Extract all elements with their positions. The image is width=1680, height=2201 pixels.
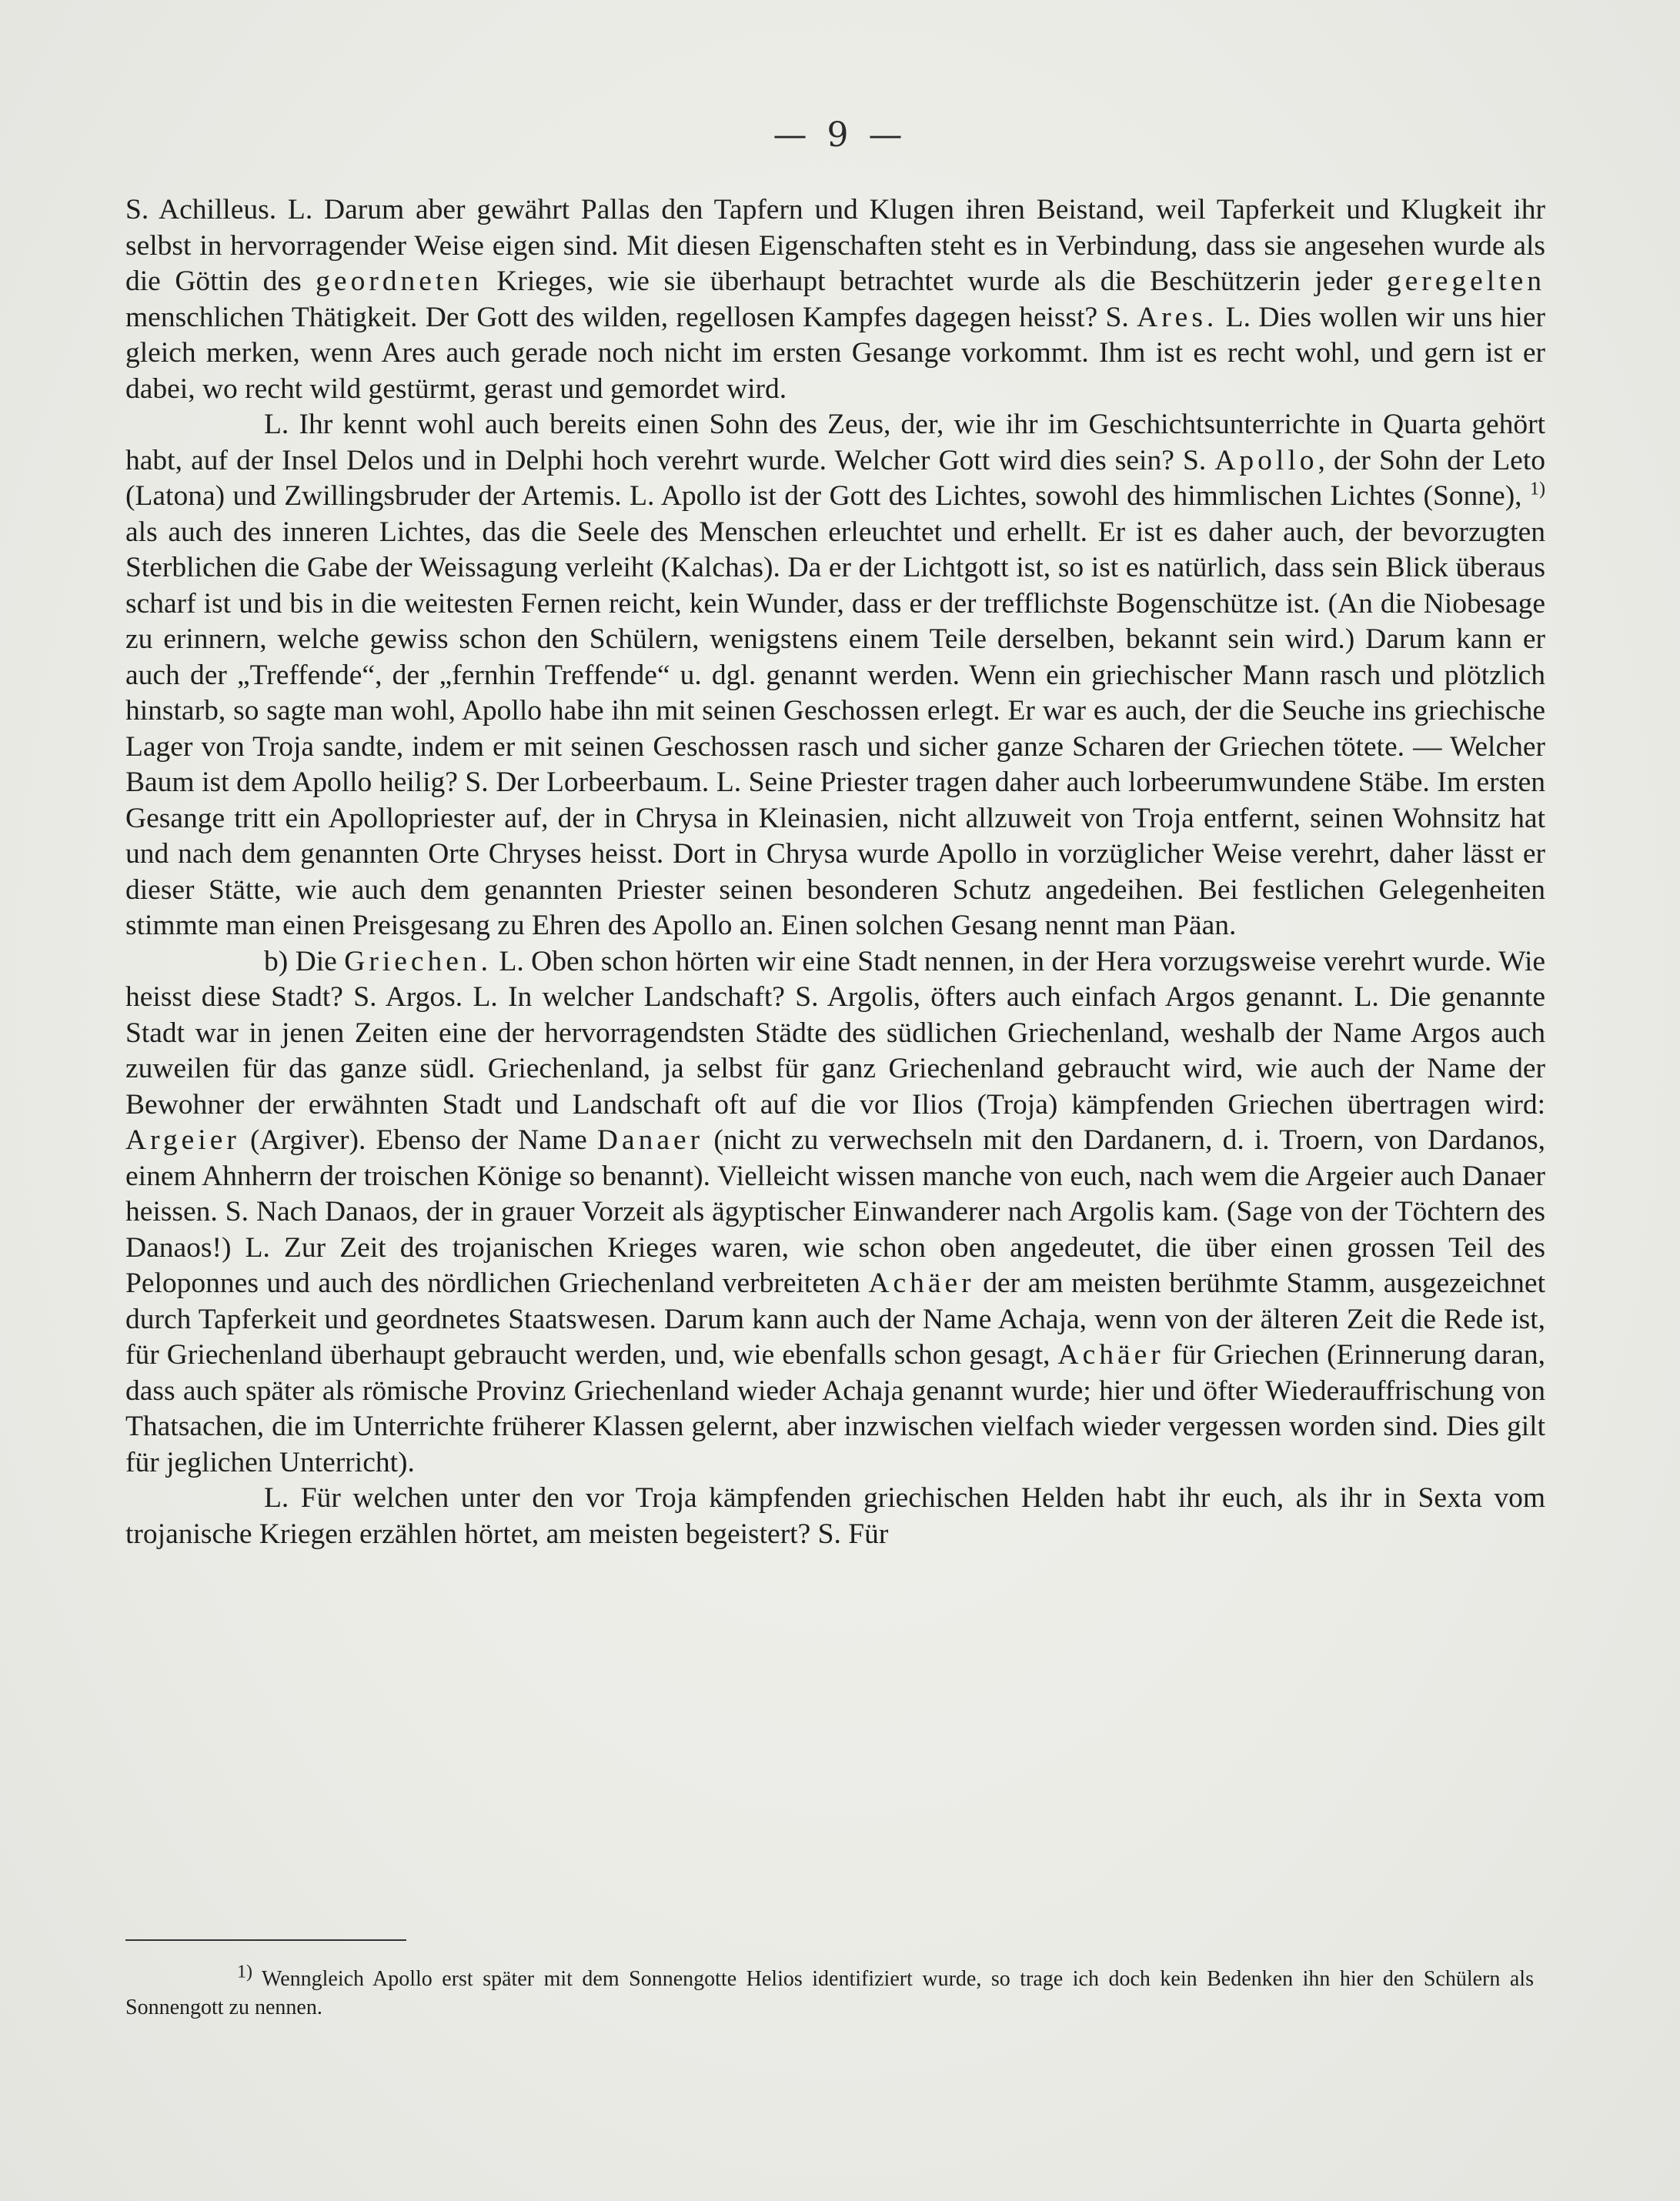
text-run: S. Achilleus. L. Darum aber gewährt Pallas den Tapfern und Klugen ihren Beistand, weil Tapferkeit und Klugkeit ihr selbst in hervorragender Weise eigen sind. Mit diesen Eigenschaften steht es in Verbindung, dass sie angesehen wurde als die Göttin des <box>125 194 1545 297</box>
paragraph <box>125 192 1545 407</box>
spaced-emphasis: Achäer <box>868 1267 975 1299</box>
spaced-emphasis: geordneten <box>316 266 483 297</box>
footnote-reference: 1) <box>1530 479 1545 499</box>
spaced-emphasis: Argeier <box>125 1124 240 1156</box>
text-run: , der Sohn der Leto (Latona) und Zwillingsbruder der Artemis. L. Apollo ist der Gott des Lichtes, sowohl des himmlischen Lichtes (Sonne), <box>125 444 1545 512</box>
page-number: — 9 — <box>773 115 907 155</box>
text-run: L. Für welchen unter den vor Troja kämpfenden griechischen Helden habt ihr euch, als ihr in Sexta vom trojanische Kriegen erzählen hörtet, am meisten begeistert? S. Für <box>125 1482 1545 1550</box>
text-run: L. Oben schon hörten wir eine Stadt nennen, in der Hera vorzugsweise verehrt wurde. Wie heisst diese Stadt? S. Argos. L. In welcher Landschaft? S. Argolis, öfters auch einfach Argos genannt. L. Die genannte Stadt war in jenen Zeiten eine der hervorragendsten Städte des südlichen Griechenland, weshalb der Name Argos auch zuweilen für das ganze südl. Griechenland, ja selbst für ganz Griechenland gebraucht wird, wie auch der Name der Bewohner der erwähnten Stadt und Landschaft oft auf die vor Ilios (Troja) kämpfenden Griechen übertragen wird: <box>125 945 1546 1121</box>
spaced-emphasis: Achäer <box>1057 1339 1164 1371</box>
text-run: als auch des inneren Lichtes, das die Seele des Menschen erleuchtet und erhellt. Er ist es daher auch, der bevorzugten Sterblichen die Gabe der Weissagung verleiht (Kalchas). Da er der Lichtgott ist, so ist es natürlich, dass sein Blick überaus scharf ist und bis in die weitesten Fernen reicht, kein Wunder, dass er der trefflichste Bogenschütze ist. (An die Niobesage zu erinnern, welche gewiss schon den Schülern, wenigstens einem Teile derselben, bekannt sein wird.) Darum kann er auch der „Treffende“, der „fernhin Treffende“ u. dgl. genannt werden. Wenn ein griechischer Mann rasch und plötzlich hinstarb, so sagte man wohl, Apollo habe ihn mit seinen Geschossen erlegt. Er war es auch, der die Seuche ins griechische Lager von Troja sandte, indem er mit seinen Geschossen rasch und sicher ganze Scharen der Griechen tötete. — Welcher Baum ist dem Apollo heilig? S. Der Lorbeerbaum. L. Seine Priester tragen daher auch lorbeerumwundene Stäbe. Im ersten Gesange tritt ein Apollopriester auf, der in Chrysa in Kleinasien, nicht allzuweit von Troja entfernt, seinen Wohnsitz hat und nach dem genannten Orte Chryses heisst. Dort in Chrysa wurde Apollo in vorzüglicher Weise verehrt, daher lässt er dieser Stätte, wie auch dem genannten Priester seinen besonderen Schutz angedeihen. Bei festlichen Gelegenheiten stimmte man einen Preisgesang zu Ehren des Apollo an. Einen solchen Gesang nennt man Päan. <box>125 516 1545 941</box>
spaced-emphasis: Ares. <box>1137 301 1218 333</box>
paragraph <box>125 944 1545 1481</box>
text-run: menschlichen Thätigkeit. Der Gott des wilden, regellosen Kampfes dagegen heisst? S. <box>125 301 1137 333</box>
text-run: L. Dies wollen wir uns hier gleich merken, wenn Ares auch gerade noch nicht im ersten Gesange vorkommt. Ihm ist es recht wohl, und gern ist er dabei, wo recht wild gestürmt, gerast und gemordet wird. <box>125 301 1546 405</box>
footnote-marker: 1) <box>237 1962 252 1982</box>
text-run: b) Die <box>264 945 345 977</box>
text-run: L. Ihr kennt wohl auch bereits einen Sohn des Zeus, der, wie ihr im Geschichtsunterrichte in Quarta gehört habt, auf der Insel Delos und in Delphi hoch verehrt wurde. Welcher Gott wird dies sein? S. <box>125 409 1545 476</box>
paragraph <box>125 1481 1545 1552</box>
footnote-rule <box>125 1939 406 1941</box>
text-run: (Argiver). Ebenso der Name <box>239 1124 597 1156</box>
spaced-emphasis: Apollo <box>1214 444 1318 476</box>
spaced-emphasis: geregelten <box>1386 266 1545 297</box>
text-run: (nicht zu verwechseln mit den Dardanern, d. i. Troern, von Dardanos, einem Ahnherrn der troischen Könige so benannt). Vielleicht wissen manche von euch, nach wem die Argeier auch Danaer heissen. S. Nach Danaos, der in grauer Vorzeit als ägyptischer Einwanderer nach Argolis kam. (Sage von der Töchtern des Danaos!) L. Zur Zeit des trojanischen Krieges waren, wie schon oben angedeutet, die über einen grossen Teil des Peloponnes und auch des nördlichen Griechenland verbreiteten <box>125 1124 1545 1299</box>
spaced-emphasis: Danaer <box>596 1124 704 1156</box>
text-run: für Griechen (Erinnerung daran, dass auch später als römische Provinz Griechenland wieder Achaja genannt wurde; hier und öfter Wiederauffrischung von Thatsachen, die im Unterrichte früherer Klassen gelernt, aber inzwischen vielfach wieder vergessen worden sind. Dies gilt für jeglichen Unterricht). <box>125 1339 1546 1478</box>
spaced-emphasis: Griechen. <box>344 945 493 977</box>
text-run: Krieges, wie sie überhaupt betrachtet wurde als die Beschützerin jeder <box>482 266 1387 297</box>
body-text <box>125 192 1545 1552</box>
text-run: der am meisten berühmte Stamm, ausgezeichnet durch Tapferkeit und geordnetes Staatswesen. Darum kann auch der Name Achaja, wenn von der älteren Zeit die Rede ist, für Griechenland überhaupt gebraucht werden, und, wie ebenfalls schon gesagt, <box>125 1267 1545 1371</box>
footnote-text: Wenngleich Apollo erst später mit dem Sonnengotte Helios identifiziert wurde, so trage ich doch kein Bedenken ihn hier den Schülern als Sonnengott zu nennen. <box>125 1967 1534 2019</box>
footnote <box>125 1962 1534 2022</box>
paragraph <box>125 407 1545 944</box>
